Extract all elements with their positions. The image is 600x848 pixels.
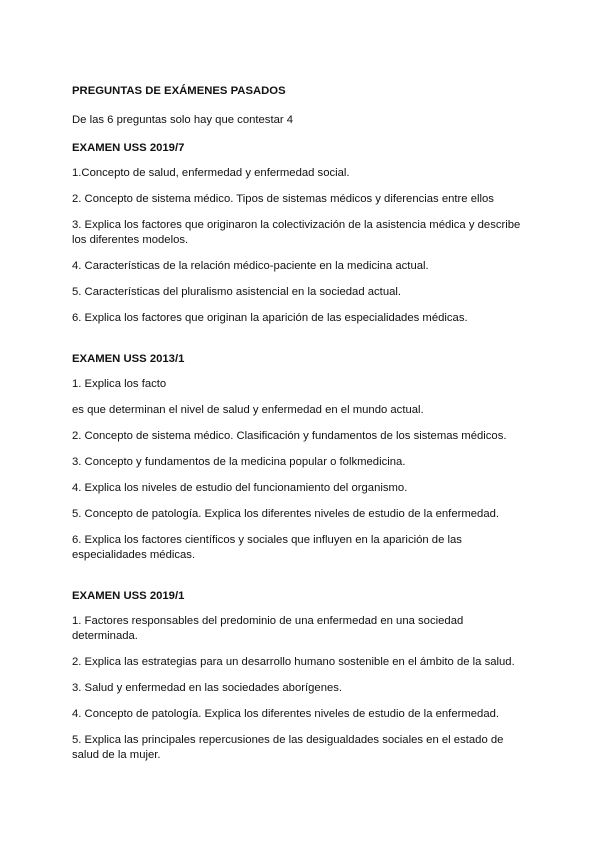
question-item: 4. Características de la relación médico-paciente en la medicina actual. [72, 260, 429, 272]
document-content [72, 84, 532, 774]
question-item: es que determinan el nivel de salud y enfermedad en el mundo actual. [72, 404, 424, 416]
question-item: 1.Concepto de salud, enfermedad y enfermedad social. [72, 167, 350, 179]
question-item: 4. Explica los niveles de estudio del funcionamiento del organismo. [72, 482, 408, 494]
section-title: EXAMEN USS 2019/7 [72, 142, 185, 154]
question-item: 3. Salud y enfermedad en las sociedades aborígenes. [72, 682, 343, 694]
document-subtitle: De las 6 preguntas solo hay que contestar 4 [72, 114, 294, 126]
exam-section-2019-7 [72, 141, 532, 326]
exam-section-2019-1 [72, 589, 532, 763]
question-item: 1. Explica los facto [72, 378, 167, 390]
question-item: 6. Explica los factores científicos y sociales que influyen en la aparición de las especialidades médicas. [72, 534, 462, 561]
question-item: 5. Explica las principales repercusiones de las desigualdades sociales en el estado de salud de la mujer. [72, 734, 504, 761]
question-item: 4. Concepto de patología. Explica los diferentes niveles de estudio de la enfermedad. [72, 708, 500, 720]
section-title: EXAMEN USS 2013/1 [72, 353, 185, 365]
question-item: 3. Explica los factores que originaron la colectivización de la asistencia médica y describe los diferentes modelos. [72, 219, 521, 246]
question-item: 5. Características del pluralismo asistencial en la sociedad actual. [72, 286, 402, 298]
question-item: 1. Factores responsables del predominio de una enfermedad en una sociedad determinada. [72, 615, 464, 642]
question-item: 2. Concepto de sistema médico. Clasificación y fundamentos de los sistemas médicos. [72, 430, 507, 442]
section-title: EXAMEN USS 2019/1 [72, 590, 185, 602]
question-item: 5. Concepto de patología. Explica los diferentes niveles de estudio de la enfermedad. [72, 508, 500, 520]
exam-section-2013-1 [72, 352, 532, 563]
question-item: 6. Explica los factores que originan la aparición de las especialidades médicas. [72, 312, 468, 324]
question-item: 2. Explica las estrategias para un desarrollo humano sostenible en el ámbito de la salud. [72, 656, 515, 668]
document-title: PREGUNTAS DE EXÁMENES PASADOS [72, 85, 286, 97]
question-item: 2. Concepto de sistema médico. Tipos de sistemas médicos y diferencias entre ellos [72, 193, 494, 205]
question-item: 3. Concepto y fundamentos de la medicina popular o folkmedicina. [72, 456, 406, 468]
